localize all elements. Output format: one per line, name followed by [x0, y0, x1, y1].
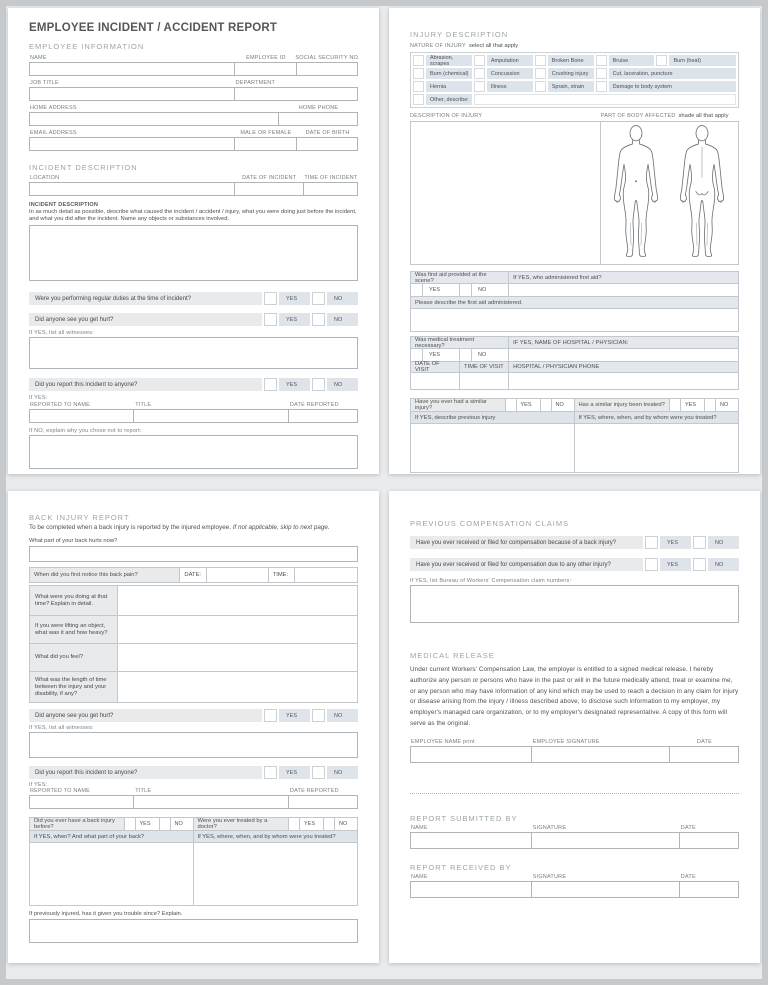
checkbox[interactable]	[413, 81, 424, 92]
location-input[interactable]	[29, 182, 235, 196]
what-feel-textarea[interactable]	[118, 644, 357, 671]
injury-grid-row	[413, 55, 736, 66]
where-when-whom-textarea[interactable]	[194, 843, 358, 905]
no-explain-textarea[interactable]	[29, 435, 358, 469]
witnesses-label: If YES, list all witnesses:	[29, 725, 94, 731]
no-label: NO	[552, 399, 574, 411]
physician-phone-input[interactable]	[509, 373, 738, 389]
previous-injury-textarea[interactable]	[411, 424, 574, 472]
yes-label: YES	[300, 818, 324, 830]
yes-label: YES	[660, 536, 691, 549]
home-address-label: HOME ADDRESS	[30, 105, 77, 111]
employee-id-label: EMPLOYEE ID	[246, 55, 286, 61]
title-label: TITLE	[135, 402, 152, 408]
field-row	[29, 175, 358, 196]
notice-date-input[interactable]	[207, 568, 269, 582]
no-label: NO	[171, 818, 193, 830]
reported-to-label: REPORTED TO NAME	[30, 788, 91, 794]
question-row	[29, 292, 358, 305]
employee-id-input[interactable]	[234, 62, 298, 76]
compensation-other-question: Have you ever received or filed for compensation due to any other injury?	[410, 558, 643, 571]
gender-label: MALE OR FEMALE	[240, 130, 292, 136]
no-label: NO	[327, 292, 358, 305]
see-hurt-question: Did anyone see you get hurt?	[29, 313, 262, 326]
witnesses-label: If YES, list all witnesses:	[29, 330, 94, 336]
claim-numbers-label: If YES, list Bureau of Workers' Compensation claim numbers:	[410, 578, 572, 584]
no-checkbox[interactable]	[705, 399, 716, 411]
yes-checkbox[interactable]	[645, 558, 658, 571]
body-back-figure[interactable]	[673, 125, 731, 261]
first-aid-block	[410, 271, 739, 332]
page-4	[389, 491, 760, 963]
received-signature-input[interactable]	[531, 881, 680, 898]
prior-injury-right-column	[194, 818, 358, 905]
checkbox[interactable]	[413, 68, 424, 79]
trouble-since-label: If previously injured, has it given you trouble since? Explain.	[29, 911, 183, 917]
signature-label: SIGNATURE	[532, 873, 567, 880]
injury-detail-region	[410, 121, 739, 265]
back-injury-detail-rows	[29, 585, 358, 703]
home-address-input[interactable]	[29, 112, 279, 126]
yes-checkbox[interactable]	[264, 313, 277, 326]
checkbox[interactable]	[413, 55, 424, 66]
injury-detail-labels	[410, 113, 739, 120]
dotted-separator	[410, 793, 739, 794]
incident-desc-instructions: In as much detail as possible, describe what caused the incident / accident / injury, what you were doing just before the incident, and what you did after the incident. Name any objects or substances involved.	[29, 209, 357, 222]
back-injury-intro: To be completed when a back injury is reported by the injured employee.	[29, 524, 231, 531]
time-label: TIME:	[269, 568, 295, 582]
date-reported-label: DATE REPORTED	[289, 402, 339, 408]
question-row	[29, 378, 358, 391]
signature-row	[410, 739, 739, 763]
first-notice-row	[29, 567, 358, 583]
injury-type-grid	[410, 52, 739, 108]
submitted-date-input[interactable]	[679, 832, 739, 849]
received-row	[410, 874, 739, 898]
injury-grid-row	[413, 94, 736, 105]
description-of-injury-label: DESCRIPTION OF INJURY	[410, 113, 483, 119]
no-checkbox[interactable]	[693, 558, 706, 571]
time-of-visit-label: TIME OF VISIT	[460, 362, 509, 372]
claims-heading: PREVIOUS COMPENSATION CLAIMS	[410, 519, 570, 528]
nature-of-injury-label: NATURE OF INJURY	[410, 43, 466, 49]
yes-checkbox[interactable]	[411, 349, 423, 361]
no-label: NO	[716, 399, 738, 411]
yes-label: YES	[136, 818, 160, 830]
date-of-visit-input[interactable]	[411, 373, 460, 389]
incident-desc-label: INCIDENT DESCRIPTION	[29, 202, 99, 208]
no-label: NO	[327, 709, 358, 722]
field-row	[29, 130, 358, 151]
medical-release-heading: MEDICAL RELEASE	[410, 651, 495, 660]
yes-checkbox[interactable]	[645, 536, 658, 549]
checkbox[interactable]	[474, 55, 485, 66]
date-label: DATE	[680, 824, 696, 831]
checkbox[interactable]	[596, 55, 607, 66]
employee-name-label: EMPLOYEE NAME print	[411, 738, 475, 745]
no-checkbox[interactable]	[541, 399, 552, 411]
field-row	[29, 80, 358, 101]
location-label: LOCATION	[30, 175, 60, 181]
injury-option: Bruise	[609, 55, 655, 66]
hospital-physician-input[interactable]	[509, 349, 738, 361]
no-checkbox[interactable]	[312, 709, 325, 722]
submitted-name-input[interactable]	[410, 832, 532, 849]
what-feel-label: What did you feel?	[30, 644, 118, 671]
title-input[interactable]	[133, 409, 289, 423]
job-title-label: JOB TITLE	[30, 80, 59, 86]
similar-injury-left-column	[411, 399, 575, 472]
no-label: NO	[472, 349, 509, 361]
no-checkbox[interactable]	[324, 818, 335, 830]
treated-where-label: If YES, where, when, and by whom were you treated?	[575, 412, 739, 424]
email-label: EMAIL ADDRESS	[30, 130, 77, 136]
claim-numbers-textarea[interactable]	[410, 585, 739, 623]
date-reported-label: DATE REPORTED	[289, 788, 339, 794]
back-injury-heading: BACK INJURY REPORT	[29, 513, 130, 522]
treated-where-textarea[interactable]	[575, 424, 739, 472]
no-checkbox[interactable]	[460, 284, 472, 296]
injury-option: Broken Bone	[548, 55, 594, 66]
back-injury-before-question: Did you ever have a back injury before?	[30, 818, 125, 830]
yes-label: YES	[660, 558, 691, 571]
injury-option: Burn (heat)	[669, 55, 736, 66]
length-of-time-label: What was the length of time between the injury and your disability, if any?	[30, 672, 118, 702]
no-label: NO	[472, 284, 509, 296]
first-aid-question: Was first aid provided at the scene?	[411, 272, 509, 283]
yes-label: YES	[279, 313, 310, 326]
previous-injury-label: If YES, describe previous injury	[411, 412, 574, 424]
hospital-physician-label: IF YES, NAME OF HOSPITAL / PHYSICIAN:	[509, 337, 738, 348]
report-sheet	[6, 6, 762, 965]
gender-input[interactable]	[234, 137, 298, 151]
checkbox[interactable]	[596, 68, 607, 79]
name-input[interactable]	[29, 62, 235, 76]
no-label: NO	[708, 558, 739, 571]
yes-checkbox[interactable]	[670, 399, 681, 411]
no-label: NO	[708, 536, 739, 549]
injury-option: Amputation	[487, 55, 533, 66]
dob-input[interactable]	[296, 137, 358, 151]
injury-option: Burn (chemical)	[426, 68, 472, 79]
field-row	[29, 788, 358, 809]
part-of-body-hint: shade all that apply	[678, 113, 729, 119]
page-1	[8, 8, 379, 474]
no-label: NO	[335, 818, 357, 830]
no-checkbox[interactable]	[312, 378, 325, 391]
doing-at-time-textarea[interactable]	[118, 586, 357, 615]
job-title-input[interactable]	[29, 87, 235, 101]
first-aid-describe-textarea[interactable]	[411, 309, 738, 331]
doing-at-time-label: What were you doing at that time? Explain in detail.	[30, 586, 118, 615]
page-2	[389, 8, 760, 474]
checkbox[interactable]	[535, 81, 546, 92]
no-checkbox[interactable]	[460, 349, 472, 361]
when-what-part-textarea[interactable]	[30, 843, 193, 905]
body-diagram[interactable]	[601, 122, 738, 264]
where-when-whom-label: If YES, where, when, and by whom were you treated?	[194, 831, 358, 843]
date-of-visit-label: DATE OF VISIT	[411, 362, 460, 372]
report-question: Did you report this incident to anyone?	[29, 378, 262, 391]
date-label: DATE	[680, 873, 696, 880]
checkbox[interactable]	[474, 68, 485, 79]
injury-option: Illness	[487, 81, 533, 92]
date-label: DATE	[696, 738, 712, 745]
lifting-object-textarea[interactable]	[118, 616, 357, 643]
similar-injury-question: Have you ever had a similar injury?	[411, 399, 506, 411]
regular-duties-question: Were you performing regular duties at the time of incident?	[29, 292, 262, 305]
lifting-object-label: If you were lifting an object, what was it and how heavy?	[30, 616, 118, 643]
no-label: NO	[327, 378, 358, 391]
medical-treatment-question: Was medical treatment necessary?	[411, 337, 509, 348]
department-input[interactable]	[234, 87, 358, 101]
medical-treatment-block	[410, 336, 739, 390]
question-row	[29, 766, 358, 779]
injury-option-other: Other, describe:	[426, 94, 472, 105]
injury-option: Cut, laceration, puncture	[609, 68, 736, 79]
yes-checkbox[interactable]	[264, 292, 277, 305]
other-describe-input[interactable]	[474, 94, 736, 105]
yes-checkbox[interactable]	[506, 399, 517, 411]
yes-label: YES	[279, 709, 310, 722]
name-label: NAME	[30, 55, 47, 61]
home-phone-input[interactable]	[278, 112, 358, 126]
part-of-body-label: PART OF BODY AFFECTED	[600, 113, 676, 119]
employee-signature-input[interactable]	[531, 746, 670, 763]
yes-checkbox[interactable]	[289, 818, 300, 830]
physician-phone-label: HOSPITAL / PHYSICIAN PHONE	[509, 362, 738, 372]
reported-to-input[interactable]	[29, 795, 134, 809]
description-of-injury-textarea[interactable]	[411, 122, 601, 264]
time-of-visit-input[interactable]	[460, 373, 509, 389]
incident-desc-textarea[interactable]	[29, 225, 358, 281]
first-notice-question: When did you first notice this back pain?	[30, 568, 180, 582]
name-label: NAME	[411, 824, 428, 831]
page-3	[8, 491, 379, 963]
no-checkbox[interactable]	[312, 766, 325, 779]
treated-by-doctor-question: Were you ever treated by a doctor?	[194, 818, 290, 830]
title-input[interactable]	[133, 795, 289, 809]
dob-label: DATE OF BIRTH	[305, 130, 350, 136]
employee-signature-label: EMPLOYEE SIGNATURE	[532, 738, 600, 745]
witnesses-textarea[interactable]	[29, 732, 358, 758]
incident-time-input[interactable]	[303, 182, 358, 196]
incident-heading: INCIDENT DESCRIPTION	[29, 163, 138, 172]
no-checkbox[interactable]	[693, 536, 706, 549]
length-of-time-textarea[interactable]	[118, 672, 357, 702]
back-hurts-textarea[interactable]	[29, 546, 358, 562]
title-label: TITLE	[135, 788, 152, 794]
reported-to-input[interactable]	[29, 409, 134, 423]
page-title: EMPLOYEE INCIDENT / ACCIDENT REPORT	[29, 22, 278, 34]
field-row	[29, 402, 358, 423]
yes-label: YES	[423, 284, 460, 296]
injury-option: Hernia	[426, 81, 472, 92]
no-label: NO	[327, 313, 358, 326]
yes-label: YES	[423, 349, 460, 361]
ssn-label: SOCIAL SECURITY NO.	[295, 55, 360, 61]
submitted-signature-input[interactable]	[531, 832, 680, 849]
question-row	[410, 536, 739, 549]
no-checkbox[interactable]	[312, 313, 325, 326]
date-label: DATE:	[180, 568, 206, 582]
report-question: Did you report this incident to anyone?	[29, 766, 262, 779]
yes-checkbox[interactable]	[264, 709, 277, 722]
injury-option: Crushing injury	[548, 68, 594, 79]
back-hurts-label: What part of your back hurts now?	[29, 538, 118, 544]
department-label: DEPARTMENT	[235, 80, 276, 86]
received-name-input[interactable]	[410, 881, 532, 898]
injury-option: Abrasion, scrapes	[426, 55, 472, 66]
nature-hint: select all that apply	[468, 43, 519, 49]
compensation-back-question: Have you ever received or filed for compensation because of a back injury?	[410, 536, 643, 549]
employee-name-input[interactable]	[410, 746, 532, 763]
injury-grid-row	[413, 81, 736, 92]
yes-checkbox[interactable]	[411, 284, 423, 296]
question-row	[29, 709, 358, 722]
name-label: NAME	[411, 873, 428, 880]
checkbox[interactable]	[413, 94, 424, 105]
no-explain-label: If NO, explain why you chose not to report:	[29, 428, 142, 434]
incident-date-label: DATE OF INCIDENT	[242, 175, 297, 181]
question-row	[29, 313, 358, 326]
signature-label: SIGNATURE	[532, 824, 567, 831]
home-phone-label: HOME PHONE	[298, 105, 339, 111]
injury-option: Sprain, strain	[548, 81, 594, 92]
email-input[interactable]	[29, 137, 235, 151]
checkbox[interactable]	[596, 81, 607, 92]
injury-grid-row	[413, 68, 736, 79]
medical-release-text: Under current Workers' Compensation Law, the employer is entitled to a signed medical release. I hereby authorize any person or persons who have in the past or will in the future medically attend, treat or examine me, or any person who may have information of any kind which may be used to reach a decision in any claim for injury or disease arising from the injury / illness described above, to disclose such information to my employer, my employer's managed care organization, or to my employer's designated representative. A copy of this form will serve as the original.	[410, 666, 739, 727]
prior-back-injury-block	[29, 817, 358, 906]
question-row	[410, 558, 739, 571]
back-injury-intro-italic: If not applicable, skip to next page.	[232, 524, 330, 531]
received-date-input[interactable]	[679, 881, 739, 898]
date-reported-input[interactable]	[288, 409, 358, 423]
yes-checkbox[interactable]	[264, 378, 277, 391]
witnesses-textarea[interactable]	[29, 337, 358, 369]
prior-injury-left-column	[30, 818, 194, 905]
first-aid-if-yes-label: If YES, who administered first aid?	[509, 272, 738, 283]
yes-checkbox[interactable]	[264, 766, 277, 779]
if-yes-label: If YES:	[29, 782, 48, 788]
yes-label: YES	[681, 399, 705, 411]
release-date-input[interactable]	[669, 746, 739, 763]
reported-to-label: REPORTED TO NAME	[30, 402, 91, 408]
checkbox[interactable]	[535, 55, 546, 66]
injury-option: Damage to body system	[609, 81, 736, 92]
trouble-since-textarea[interactable]	[29, 919, 358, 943]
incident-date-input[interactable]	[234, 182, 304, 196]
similar-injury-block	[410, 398, 739, 473]
submitted-row	[410, 825, 739, 849]
yes-label: YES	[279, 378, 310, 391]
checkbox[interactable]	[535, 68, 546, 79]
employee-info-heading: EMPLOYEE INFORMATION	[29, 42, 145, 51]
first-aid-describe-label: Please describe the first aid administered.	[411, 297, 738, 308]
submitted-heading: REPORT SUBMITTED BY	[410, 813, 518, 823]
checkbox[interactable]	[656, 55, 667, 66]
similar-injury-right-column	[575, 399, 739, 472]
field-row	[29, 105, 358, 126]
checkbox[interactable]	[474, 81, 485, 92]
no-label: NO	[327, 766, 358, 779]
notice-time-input[interactable]	[295, 568, 357, 582]
ssn-input[interactable]	[296, 62, 358, 76]
incident-time-label: TIME OF INCIDENT	[304, 175, 358, 181]
received-heading: REPORT RECEIVED BY	[410, 862, 512, 872]
yes-label: YES	[279, 766, 310, 779]
injury-treated-question: Has a similar injury been treated?	[575, 399, 671, 411]
injury-heading: INJURY DESCRIPTION	[410, 30, 509, 39]
yes-checkbox[interactable]	[125, 818, 136, 830]
yes-label: YES	[517, 399, 541, 411]
no-checkbox[interactable]	[312, 292, 325, 305]
injury-option: Concussion	[487, 68, 533, 79]
when-what-part-label: If YES, when? And what part of your back?	[30, 831, 193, 843]
first-aid-administered-by-input[interactable]	[509, 284, 738, 296]
field-row	[29, 55, 358, 76]
yes-label: YES	[279, 292, 310, 305]
date-reported-input[interactable]	[288, 795, 358, 809]
no-checkbox[interactable]	[160, 818, 171, 830]
if-yes-label: If YES:	[29, 395, 48, 401]
see-hurt-question: Did anyone see you get hurt?	[29, 709, 262, 722]
body-front-figure[interactable]	[607, 125, 665, 261]
